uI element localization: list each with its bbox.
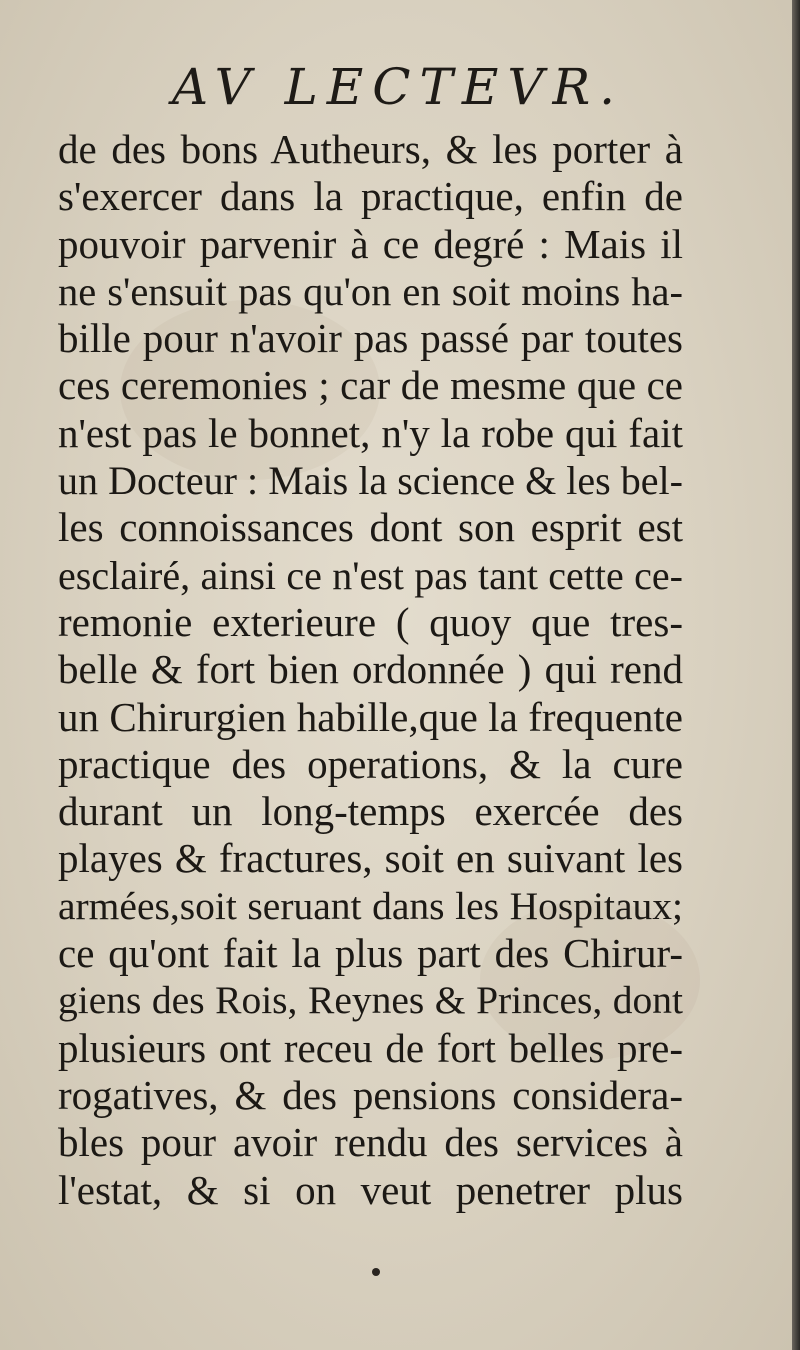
text-line: practique des operations, & la cure <box>58 740 683 787</box>
text-line: un Docteur : Mais la science & les bel- <box>58 458 683 504</box>
text-line: remonie exterieure ( quoy que tres- <box>58 598 683 645</box>
text-line: ne s'ensuit pas qu'on en soit moins ha- <box>58 268 683 314</box>
text-line: un Chirurgien habille,que la frequente <box>58 693 683 740</box>
text-line: playes & fractures, soit en suivant les <box>58 835 683 882</box>
text-line: bille pour n'avoir pas passé par toutes <box>58 315 683 362</box>
text-line: armées,soit seruant dans les Hospitaux; <box>58 883 683 928</box>
text-line: rogatives, & des pensions considera- <box>58 1071 683 1118</box>
running-header: AV LECTEVR. <box>171 58 625 116</box>
text-line: durant un long-temps exercée des <box>58 788 683 835</box>
body-text <box>58 126 683 1214</box>
text-line: les connoissances dont son esprit est <box>58 504 683 551</box>
text-line: plusieurs ont receu de fort belles pre- <box>58 1024 683 1071</box>
text-line: bles pour avoir rendu des services à <box>58 1119 683 1166</box>
signature-mark <box>372 1268 380 1276</box>
text-line: belle & fort bien ordonnée ) qui rend <box>58 646 683 693</box>
text-line: n'est pas le bonnet, n'y la robe qui fait <box>58 409 683 456</box>
text-line: ces ceremonies ; car de mesme que ce <box>58 362 683 409</box>
text-line: pouvoir parvenir à ce degré : Mais il <box>58 220 683 267</box>
text-line: giens des Rois, Reynes & Princes, dont <box>58 978 683 1023</box>
text-line: s'exercer dans la practique, enfin de <box>58 173 683 220</box>
text-line: esclairé, ainsi ce n'est pas tant cette ce- <box>58 552 683 598</box>
text-line: l'estat, & si on veut penetrer plus <box>58 1166 683 1213</box>
page-edge-shadow <box>792 0 800 1350</box>
text-line: de des bons Autheurs, & les porter à <box>58 126 683 172</box>
text-line: ce qu'ont fait la plus part des Chirur- <box>58 930 683 977</box>
